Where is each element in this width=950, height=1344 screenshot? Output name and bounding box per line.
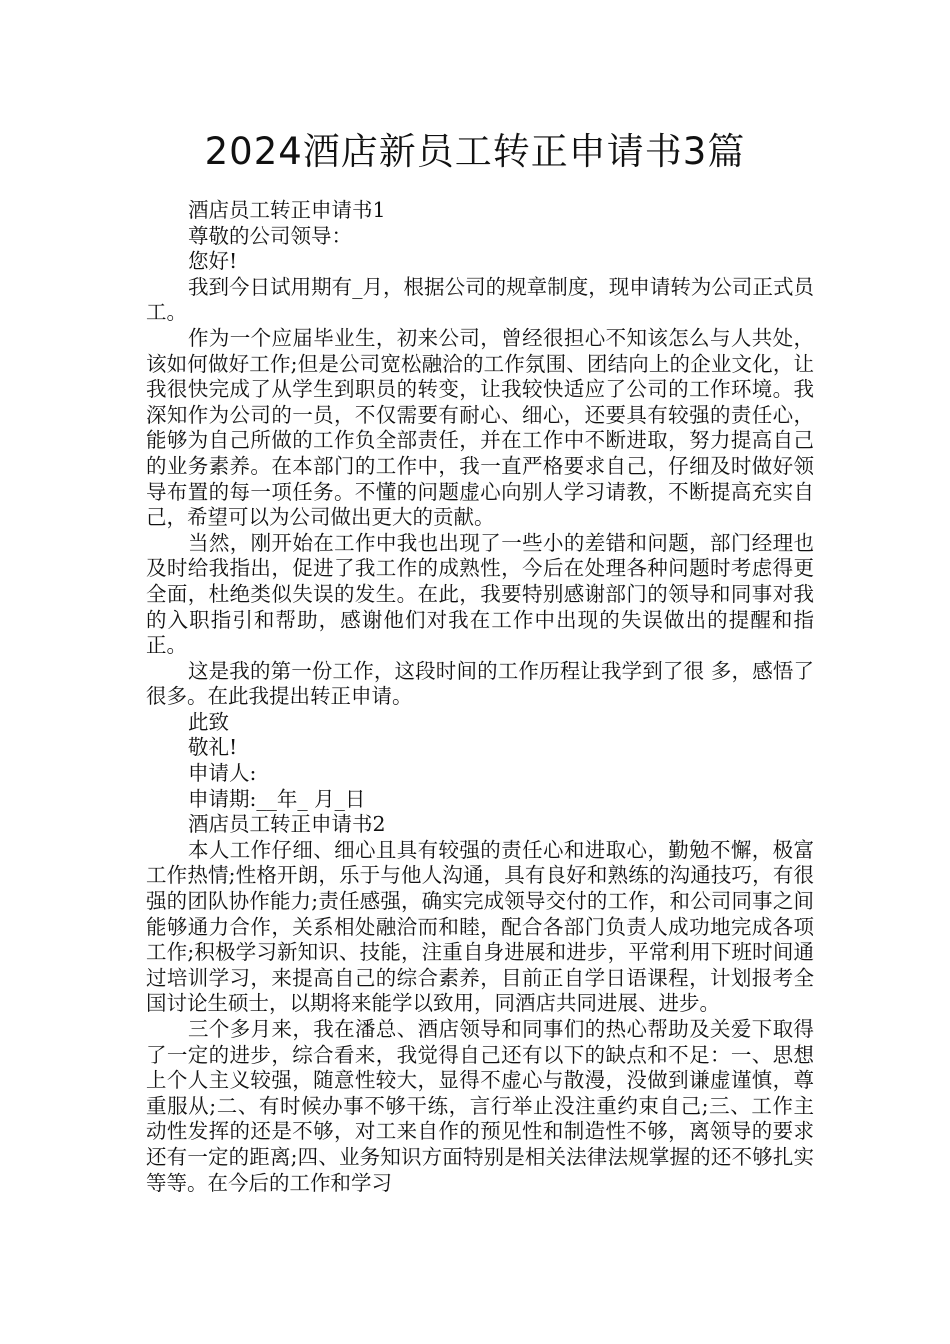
closing-salute: 敬礼!: [188, 735, 238, 760]
body-paragraph: 当然，刚开始在工作中我也出现了一些小的差错和问题，部门经理也及时给我指出，促进了我工作的成熟性，今后在处理各种问题时考虑得更全面，杜绝类似失误的发生。在此，我要特别感谢部门的领导和同事对我的入职指引和帮助，感谢他们对我在工作中出现的失误做出的提醒和指正。: [146, 530, 814, 658]
applicant-line: 申请人:: [188, 761, 257, 786]
body-paragraph: 我到今日试用期有_月，根据公司的规章制度，现申请转为公司正式员工。: [146, 274, 814, 325]
document-title: 2024酒店新员工转正申请书3篇: [204, 130, 746, 173]
body-paragraph: 这是我的第一份工作，这段时间的工作历程让我学到了很 多，感悟了很多。在此我提出转正申请。: [146, 658, 814, 709]
section-heading-1: 酒店员工转正申请书1: [188, 198, 386, 222]
body-paragraph: 作为一个应届毕业生，初来公司，曾经很担心不知该怎么与人共处，该如何做好工作;但是公司宽松融洽的工作氛围、团结向上的企业文化，让我很快完成了从学生到职员的转变，让我较快适应了公司的工作环境。我深知作为公司的一员，不仅需要有耐心、细心，还要具有较强的责任心，能够为自己所做的工作负全部责任，并在工作中不断进取，努力提高自己的业务素养。在本部门的工作中，我一直严格要求自己，仔细及时做好领导布置的每一项任务。不懂的问题虚心向别人学习请教，不断提高充实自己，希望可以为公司做出更大的贡献。: [146, 325, 814, 530]
section-heading-2: 酒店员工转正申请书2: [188, 812, 386, 837]
closing-line: 此致: [188, 709, 229, 734]
document-body: [146, 198, 814, 1196]
date-line: 申请期:__年_ 月_日: [188, 786, 366, 811]
greeting: 您好!: [188, 249, 238, 274]
body-paragraph: 本人工作仔细、细心且具有较强的责任心和进取心，勤勉不懈，极富工作热情;性格开朗，乐于与他人沟通，具有良好和熟练的沟通技巧，有很强的团队协作能力;责任感强，确实完成领导交付的工作，和公司同事之间能够通力合作，关系相处融洽而和睦，配合各部门负责人成功地完成各项工作;积极学习新知识、技能，注重自身进展和进步，平常利用下班时间通过培训学习，来提高自己的综合素养，目前正自学日语课程，计划报考全国讨论生硕士，以期将来能学以致用，同酒店共同进展、进步。: [146, 837, 814, 1016]
salutation: 尊敬的公司领导：: [188, 223, 352, 248]
body-paragraph: 三个多月来，我在潘总、酒店领导和同事们的热心帮助及关爱下取得了一定的进步，综合看来，我觉得自己还有以下的缺点和不足：一、思想上个人主义较强，随意性较大，显得不虚心与散漫，没做到谦虚谨慎，尊重服从;二、有时候办事不够干练，言行举止没注重约束自己;三、工作主动性发挥的还是不够，对工来自作的预见性和制造性不够，离领导的要求还有一定的距离;四、业务知识方面特别是相关法律法规掌握的还不够扎实等等。在今后的工作和学习: [146, 1017, 814, 1195]
